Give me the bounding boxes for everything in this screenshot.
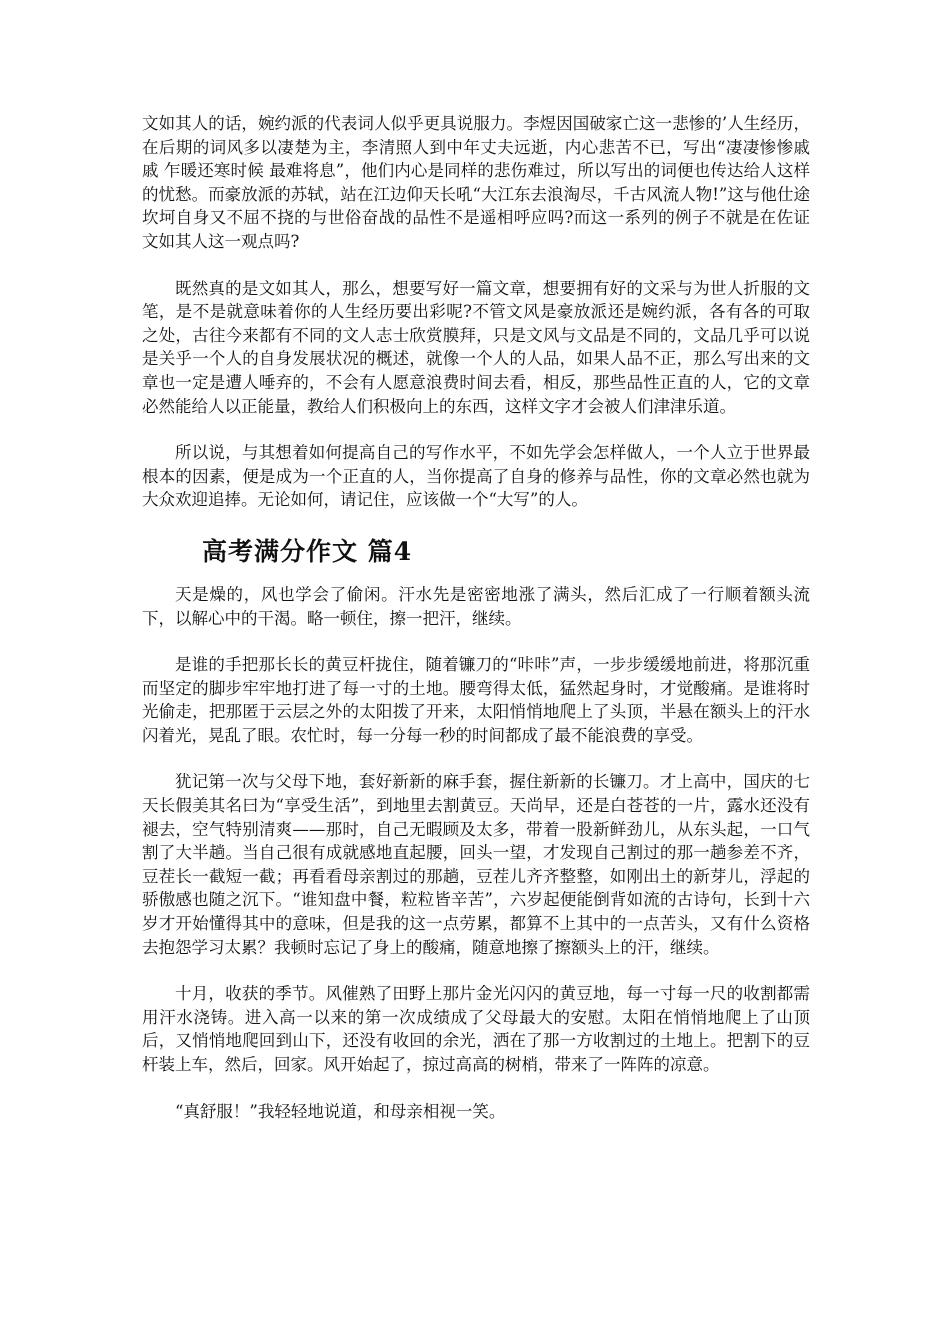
- paragraph-6: 犹记第一次与父母下地，套好新新的麻手套，握住新新的长镰刀。才上高中，国庆的七天长假美其名曰为“享受生活”，到地里去割黄豆。天尚早，还是白苍苍的一片，露水还没有褪去，空气特别清爽——那时，自己无暇顾及太多，带着一股新鲜劲儿，从东头起，一口气割了大半趟。当自己很有成就感地直起腰，回头一望，才发现自己割过的那一趟参差不齐，豆茬长一截短一截；再看看母亲割过的那趟，豆茬儿齐齐整整，如刚出土的新芽儿，浮起的骄傲感也随之沉下。“谁知盘中餐，粒粒皆辛苦”，六岁起便能倒背如流的古诗句，长到十六岁才开始懂得其中的意味，但是我的这一点劳累，都算不上其中的一点苦头，又有什么资格去抱怨学习太累？我顿时忘记了身上的酸痛，随意地擦了擦额头上的汗，继续。: [142, 772, 810, 957]
- paragraph-4: 天是燥的，风也学会了偷闲。汗水先是密密地涨了满头，然后汇成了一行顺着额头流下，以解心中的干渴。略一顿住，擦一把汗，继续。: [142, 584, 810, 628]
- paragraph-5: 是谁的手把那长长的黄豆杆拢住，随着镰刀的“咔咔”声，一步步缓缓地前进，将那沉重而坚定的脚步牢牢地打进了每一寸的土地。腰弯得太低，猛然起身时，才觉酸痛。是谁将时光偷走，把那匿于云层之外的太阳拨了开来，太阳悄悄地爬上了头顶，半悬在额头上的汗水闪着光，晃乱了眼。农忙时，每一分每一秒的时间都成了最不能浪费的享受。: [142, 655, 810, 745]
- paragraph-2: 既然真的是文如其人，那么，想要写好一篇文章，想要拥有好的文采与为世人折服的文笔，是不是就意味着你的人生经历要出彩呢?不管文风是豪放派还是婉约派，各有各的可取之处，古往今来都有不同的文人志士欣赏膜拜，只是文风与文品是不同的，文品几乎可以说是关乎一个人的自身发展状况的概述，就像一个人的人品，如果人品不正，那么写出来的文章也一定是遭人唾弃的，不会有人愿意浪费时间去看，相反，那些品性正直的人，它的文章必然能给人以正能量，教给人们积极向上的东西，这样文字才会被人们津津乐道。: [142, 278, 810, 416]
- section-heading: 高考满分作文 篇4: [202, 536, 413, 566]
- paragraph-8: “真舒服！”我轻轻地说道，和母亲相视一笑。: [175, 1101, 506, 1121]
- paragraph-1: 文如其人的话，婉约派的代表词人似乎更具说服力。李煜因国破家亡这一悲惨的’人生经历，在后期的词风多以凄楚为主，李清照人到中年丈夫远逝，内心悲苦不已，写出“凄凄惨惨戚戚 乍暖还寒时候 最难将息”，他们内心是同样的悲伤难过，所以写出的词便也传达给人这样的忧愁。而豪放派的苏轼，站在江边仰天长吼“大江东去浪淘尽，千古风流人物!”这与他仕途坎坷自身又不屈不挠的与世俗奋战的品性不是遥相呼应吗?而这一系列的例子不就是在佐证文如其人这一观点吗?: [142, 114, 810, 251]
- paragraph-7: 十月，收获的季节。风催熟了田野上那片金光闪闪的黄豆地，每一寸每一尺的收割都需用汗水浇铸。进入高一以来的第一次成绩成了父母最大的安慰。太阳在悄悄地爬上了山顶后，又悄悄地爬回到山下，还没有收回的余光，洒在了那一方收割过的土地上。把割下的豆杆装上车，然后，回家。风开始起了，掠过高高的树梢，带来了一阵阵的凉意。: [142, 984, 810, 1074]
- paragraph-3: 所以说，与其想着如何提高自己的写作水平，不如先学会怎样做人，一个人立于世界最根本的因素，便是成为一个正直的人，当你提高了自身的修养与品性，你的文章必然也就为大众欢迎追捧。无论如何，请记住，应该做一个“大写”的人。: [142, 443, 810, 510]
- document-page: [142, 112, 810, 1146]
